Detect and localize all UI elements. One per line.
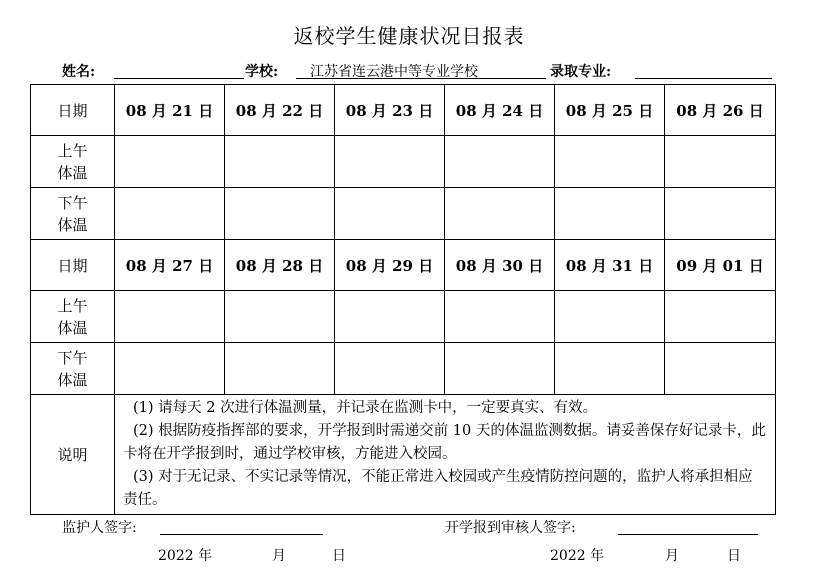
date-row [31,85,776,136]
temp-entry-cell[interactable] [115,343,225,395]
school-value: 江苏省连云港中等专业学校 [310,64,478,80]
date-label: 日期 [31,240,115,291]
name-field[interactable] [114,78,244,79]
temp-entry-cell[interactable] [665,188,776,240]
guardian-signature-field[interactable] [160,534,323,535]
major-field[interactable] [635,78,772,79]
month-left: 月 [272,548,286,564]
date-cell: 08 月 22 日 [225,85,335,136]
temp-entry-cell[interactable] [555,291,665,343]
date-cell: 08 月 21 日 [115,85,225,136]
school-label: 学校: [245,64,279,80]
date-cell: 09 月 01 日 [665,240,776,291]
name-label: 姓名: [62,64,96,80]
date-cell: 08 月 26 日 [665,85,776,136]
day-right: 日 [727,548,741,564]
temperature-table [30,84,776,515]
day-left: 日 [332,548,346,564]
pm-temp-label: 下午 体温 [31,188,115,240]
temp-entry-cell[interactable] [665,136,776,188]
note-item: (1) 请每天 2 次进行体温测量，并记录在监测卡中，一定要真实、有效。 [133,400,598,416]
date-cell: 08 月 30 日 [445,240,555,291]
year-left: 2022 年 [158,548,213,564]
temp-entry-cell[interactable] [115,291,225,343]
major-label: 录取专业: [550,64,612,80]
date-cell: 08 月 27 日 [115,240,225,291]
temp-entry-cell[interactable] [445,291,555,343]
page-title: 返校学生健康状况日报表 [293,24,525,48]
notes-content [115,395,776,515]
date-label: 日期 [31,85,115,136]
temp-entry-cell[interactable] [225,136,335,188]
pm-temp-label: 下午 体温 [31,343,115,395]
month-right: 月 [665,548,679,564]
date-cell: 08 月 28 日 [225,240,335,291]
notes-label: 说明 [31,395,115,515]
guardian-signature-label: 监护人签字: [62,520,137,536]
date-cell: 08 月 29 日 [335,240,445,291]
am-temp-label: 上午 体温 [31,291,115,343]
temp-entry-cell[interactable] [665,291,776,343]
temp-entry-cell[interactable] [335,136,445,188]
date-cell: 08 月 23 日 [335,85,445,136]
note-item: (3) 对于无记录、不实记录等情况，不能正常进入校园或产生疫情防控问题的，监护人将承担相应责任。 [123,469,753,508]
am-temp-label: 上午 体温 [31,136,115,188]
date-cell: 08 月 31 日 [555,240,665,291]
temp-entry-cell[interactable] [225,188,335,240]
temp-entry-cell[interactable] [225,291,335,343]
reviewer-signature-field[interactable] [618,534,758,535]
pm-temp-row [31,343,776,395]
pm-temp-row [31,188,776,240]
temp-entry-cell[interactable] [445,188,555,240]
temp-entry-cell[interactable] [115,136,225,188]
temp-entry-cell[interactable] [335,343,445,395]
temp-entry-cell[interactable] [445,136,555,188]
temp-entry-cell[interactable] [335,188,445,240]
year-right: 2022 年 [550,548,605,564]
temp-entry-cell[interactable] [555,136,665,188]
temp-entry-cell[interactable] [665,343,776,395]
temp-entry-cell[interactable] [225,343,335,395]
date-cell: 08 月 25 日 [555,85,665,136]
reviewer-signature-label: 开学报到审核人签字: [445,520,576,536]
temp-entry-cell[interactable] [555,188,665,240]
date-cell: 08 月 24 日 [445,85,555,136]
am-temp-row [31,291,776,343]
temp-entry-cell[interactable] [335,291,445,343]
temp-entry-cell[interactable] [445,343,555,395]
temp-entry-cell[interactable] [115,188,225,240]
temp-entry-cell[interactable] [555,343,665,395]
note-item: (2) 根据防疫指挥部的要求，开学报到时需递交前 10 天的体温监测数据。请妥善保存好记录卡，此卡将在开学报到时，通过学校审核，方能进入校园。 [123,423,766,462]
date-row [31,240,776,291]
am-temp-row [31,136,776,188]
notes-row [31,395,776,515]
